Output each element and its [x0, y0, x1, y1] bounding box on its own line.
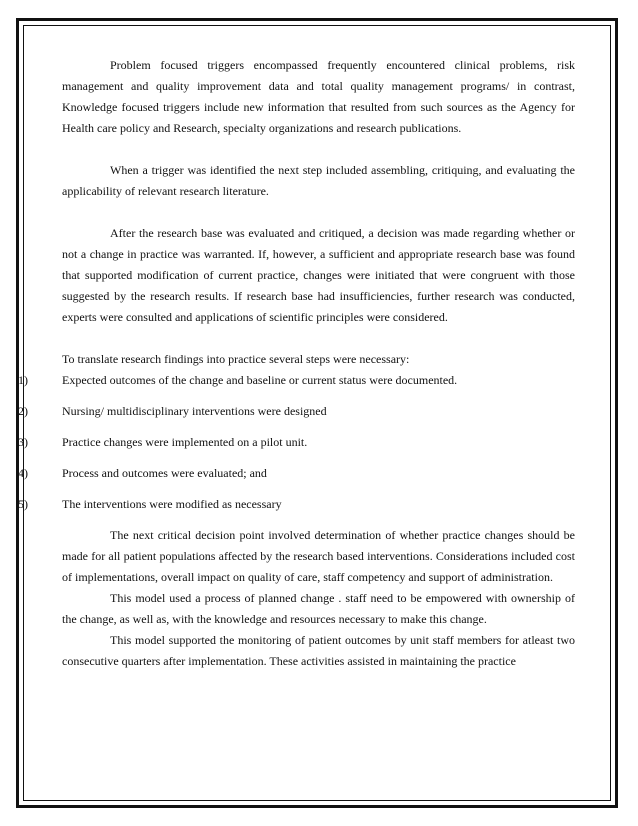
- document-body: [18, 55, 575, 672]
- list-number: 4): [18, 466, 28, 480]
- paragraph-next-step: When a trigger was identified the next step included assembling, critiquing, and evaluating the applicability of relevant research literature.: [62, 163, 575, 198]
- paragraph-monitoring: This model supported the monitoring of patient outcomes by unit staff members for atleast two consecutive quarters after implementation. These activities assisted in maintaining the practice: [62, 633, 575, 668]
- list-item: [18, 401, 575, 422]
- steps-intro: To translate research findings into practice several steps were necessary:: [62, 352, 410, 366]
- list-number: 2): [18, 404, 28, 418]
- paragraph-triggers: Problem focused triggers encompassed frequently encountered clinical problems, risk management and quality improvement data and total quality management programs/ in contrast, Knowledge focused triggers include new information that resulted from such sources as the Agency for Health care policy and Research, specialty organizations and research publications.: [62, 58, 575, 135]
- list-item: [18, 494, 575, 515]
- list-text: Process and outcomes were evaluated; and: [62, 466, 267, 480]
- list-text: Expected outcomes of the change and baseline or current status were documented.: [62, 373, 458, 387]
- list-text: Practice changes were implemented on a pilot unit.: [62, 435, 308, 449]
- list-item: [18, 463, 575, 484]
- list-text: The interventions were modified as necessary: [62, 497, 282, 511]
- paragraph-decision-point: The next critical decision point involved determination of whether practice changes should be made for all patient populations affected by the research based interventions. Considerations included cost of implementations, overall impact on quality of care, staff competency and support of administration.: [62, 528, 575, 584]
- list-number: 5): [18, 497, 28, 511]
- list-number: 3): [18, 435, 28, 449]
- paragraph-planned-change: This model used a process of planned change . staff need to be empowered with ownership of the change, as well as, with the knowledge and resources necessary to make this change.: [62, 591, 575, 626]
- steps-list: [18, 370, 575, 515]
- list-item: [18, 370, 575, 391]
- list-item: [18, 432, 575, 453]
- list-text: Nursing/ multidisciplinary interventions were designed: [62, 404, 327, 418]
- list-number: 1): [18, 373, 28, 387]
- paragraph-research-base: After the research base was evaluated and critiqued, a decision was made regarding whether or not a change in practice was warranted. If, however, a sufficient and appropriate research base was found that supported modification of current practice, changes were initiated that were congruent with those suggested by the research results. If research base had insufficiencies, further research was conducted, experts were consulted and applications of scientific principles were considered.: [62, 226, 575, 324]
